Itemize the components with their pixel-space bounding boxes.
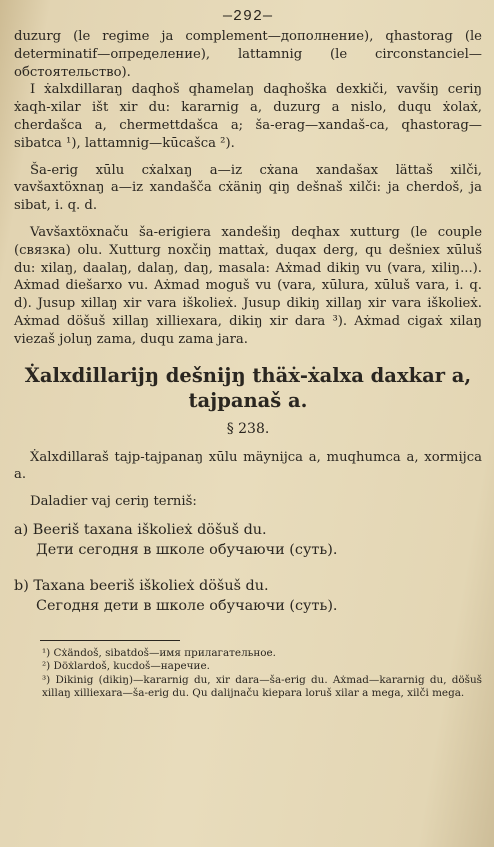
example-a — [14, 520, 482, 560]
example-b-text: Taxana beeriš iškolieẋ döšuš du. — [33, 577, 269, 594]
footnote-1: ¹) Cẋändoš, sibatdoš—имя прилагательное. — [42, 646, 276, 659]
footnote-2: ²) Döẋlardoš, kucdoš—наречие. — [42, 660, 210, 673]
section-number: § 238. — [226, 420, 270, 437]
example-a-label: a) — [14, 521, 29, 538]
page-text — [14, 8, 482, 701]
footnotes — [14, 647, 482, 701]
footnote-divider — [40, 640, 180, 641]
example-a-line2: Дети сегодня в школе обучаючи (суть). — [36, 541, 338, 558]
paragraph-1: duzurg (le regime ja complement—дополнение), qhastorag (le determinatif—определение), lattamnig (le circonstanciel—обстоятельство). — [14, 29, 482, 80]
example-a-text: Beeriš taxana iškolieẋ döšuš du. — [32, 521, 267, 538]
example-b-line1 — [14, 576, 482, 596]
footnote-3: ³) Dikinig (dikiŋ)—kararnig du, xir dara—ša-erig du. Aẋmad—kararnig du, döšuš xillaŋ xilliexara—ša-erig du. Qu dalijnaču kiepara loruš xilar a mega, xilči mega. — [42, 673, 482, 700]
paragraph-4: Vavšaxtöxnaču ša-erigiera xandešiŋ deqhax xutturg (le couple (связка) olu. Xutturg noxčiŋ mattaẋ, duqax derg, qu dešniex xūluš du: xilaŋ, daalaŋ, dalaŋ, daŋ, masala: Aẋmad dikiŋ vu (vara, xiliŋ...). Aẋmad diešarxo vu. Aẋmad moguš vu (vara, xūlura, xūluš vara, i. q. d). Jusup xillaŋ xir vara iškolieẋ. Jusup dikiŋ xillaŋ xir vara iškolieẋ. Aẋmad döšuš xillaŋ xilliexara, dikiŋ xir dara ³). Aẋmad cigaẋ xilaŋ viezaš joluŋ zama, duqu zama jara. — [14, 224, 482, 347]
example-b-label: b) — [14, 577, 29, 594]
paragraph-2: I ẋalxdillaraŋ daqhoš qhamelaŋ daqhoška dexkiči, vavšiŋ ceriŋ ẋaqh-xilar išt xir du: kararnig a, duzurg a nislo, duqu ẋolaẋ, cherdašca a, chermettdašca a; ša-erag—xandaš-ca, qhastorag—sibatca ¹), lattamnig—kūcašca ²). — [14, 82, 482, 151]
example-b — [14, 576, 482, 616]
paragraph-5: Ẋalxdillaraš tajp-tajpanaŋ xūlu mäynijca a, muqhumca a, xormijca a. — [14, 449, 482, 483]
example-a-line1 — [14, 520, 482, 540]
example-b-line2: Сегодня дети в школе обучаючи (суть). — [36, 597, 338, 614]
section-heading: Ẋalxdillarijŋ dešnijŋ thäẋ-ẋalxa daxkar a, tajpanaš a. — [24, 363, 472, 412]
page-number: —292— — [222, 8, 273, 25]
paragraph-6: Daladier vaj ceriŋ terniš: — [30, 494, 197, 510]
paragraph-3: Ša-erig xūlu cẋalxaŋ a—iz cẋana xandašax lättaš xilči, vavšaxtöxnaŋ a—iz xandašča cẋäniŋ qiŋ dešnaš xilči: ja cherdoš, ja sibat, i. q. d. — [14, 162, 482, 214]
